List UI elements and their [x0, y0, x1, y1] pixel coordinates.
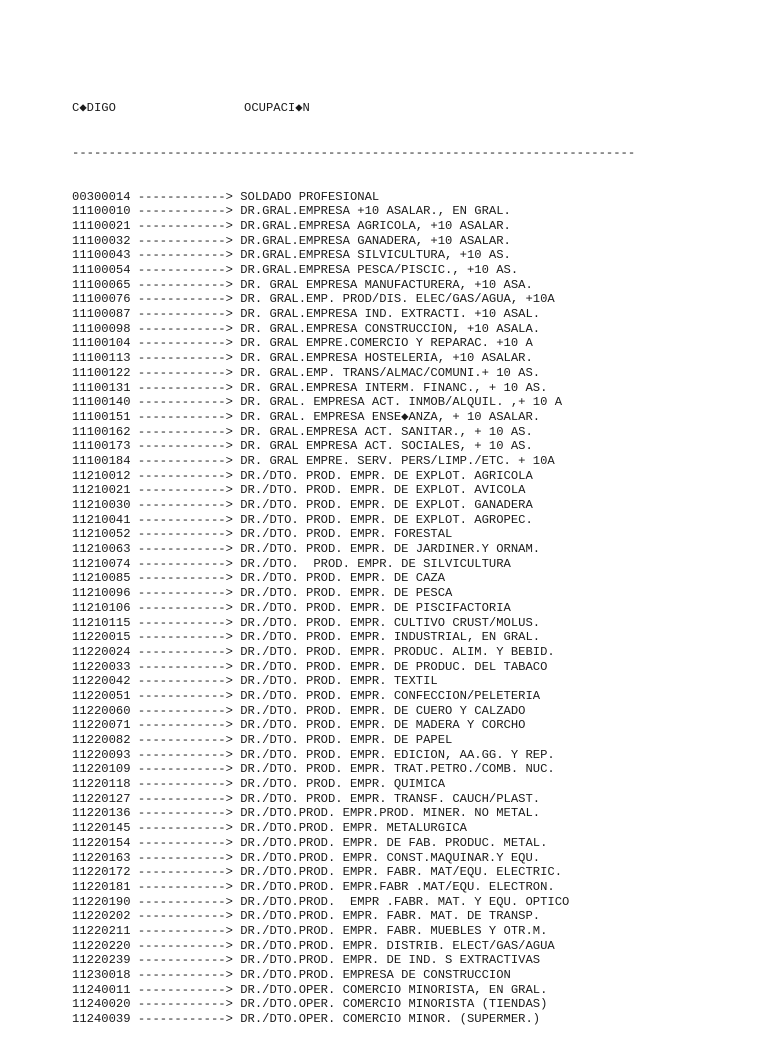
occupation-code: 11100140	[72, 395, 131, 410]
occupation-code: 11210012	[72, 468, 131, 483]
list-item	[72, 660, 752, 675]
occupation-code: 11240039	[72, 1012, 131, 1027]
arrow-separator: ------------>	[130, 733, 241, 748]
list-item	[72, 248, 752, 263]
arrow-separator: ------------>	[130, 204, 241, 219]
occupation-description: DR. GRAL.EMP. TRANS/ALMAC/COMUNI.+ 10 AS.	[240, 365, 541, 380]
arrow-separator: ------------>	[130, 483, 241, 498]
occupation-description: DR./DTO.PROD. EMPR.PROD. MINER. NO METAL.	[240, 806, 541, 821]
document-page	[72, 72, 752, 1041]
occupation-description: DR./DTO.PROD. EMPR. FABR. MAT. DE TRANSP.	[240, 909, 541, 924]
list-item	[72, 704, 752, 719]
occupation-code: 11210021	[72, 483, 131, 498]
occupation-description: DR.GRAL.EMPRESA AGRICOLA, +10 ASALAR.	[240, 218, 511, 233]
arrow-separator: ------------>	[130, 806, 241, 821]
arrow-separator: ------------>	[130, 395, 241, 410]
occupation-description: DR./DTO. PROD. EMPR. DE PISCIFACTORIA	[240, 600, 511, 615]
occupation-code: 11220202	[72, 909, 131, 924]
list-item	[72, 762, 752, 777]
arrow-separator: ------------>	[130, 365, 241, 380]
list-item	[72, 366, 752, 381]
column-header	[72, 101, 752, 116]
arrow-separator: ------------>	[130, 409, 241, 424]
arrow-separator: ------------>	[130, 336, 241, 351]
arrow-separator: ------------>	[130, 982, 241, 997]
list-item	[72, 865, 752, 880]
list-item	[72, 410, 752, 425]
occupation-description: DR./DTO. PROD. EMPR. TEXTIL	[240, 674, 438, 689]
list-item	[72, 425, 752, 440]
arrow-separator: ------------>	[130, 879, 241, 894]
occupation-code: 11220033	[72, 659, 131, 674]
occupation-description: DR.GRAL.EMPRESA SILVICULTURA, +10 AS.	[240, 248, 511, 263]
occupation-description: DR./DTO. PROD. EMPR. CONFECCION/PELETERIA	[240, 688, 541, 703]
list-item	[72, 542, 752, 557]
arrow-separator: ------------>	[130, 263, 241, 278]
occupation-code: 11240011	[72, 982, 131, 997]
occupation-code: 11210085	[72, 571, 131, 586]
arrow-separator: ------------>	[130, 498, 241, 513]
list-item	[72, 836, 752, 851]
list-item	[72, 821, 752, 836]
list-item	[72, 909, 752, 924]
list-item	[72, 278, 752, 293]
list-item	[72, 718, 752, 733]
occupation-code: 11100043	[72, 248, 131, 263]
arrow-separator: ------------>	[130, 953, 241, 968]
list-item	[72, 880, 752, 895]
list-item	[72, 351, 752, 366]
occupation-code: 11100162	[72, 424, 131, 439]
list-item	[72, 527, 752, 542]
arrow-separator: ------------>	[130, 703, 241, 718]
occupation-description: DR. GRAL EMPRESA MANUFACTURERA, +10 ASA.	[240, 277, 533, 292]
occupation-code: 11220093	[72, 747, 131, 762]
occupation-description: DR./DTO. PROD. EMPR. QUIMICA	[240, 777, 446, 792]
occupation-description: DR. GRAL.EMPRESA IND. EXTRACTI. +10 ASAL.	[240, 307, 541, 322]
occupation-code: 11100151	[72, 409, 131, 424]
occupation-code: 11100087	[72, 307, 131, 322]
arrow-separator: ------------>	[130, 380, 241, 395]
occupation-code: 11100122	[72, 365, 131, 380]
list-item	[72, 292, 752, 307]
occupation-description: DR./DTO.OPER. COMERCIO MINORISTA (TIENDAS)	[240, 997, 548, 1012]
occupation-code: 11220051	[72, 688, 131, 703]
occupation-description: DR./DTO. PROD. EMPR. DE PRODUC. DEL TABACO	[240, 659, 548, 674]
occupation-code: 11210063	[72, 542, 131, 557]
occupation-code: 11100113	[72, 351, 131, 366]
occupation-description: DR./DTO.PROD. EMPR .FABR. MAT. Y EQU. OPTICO	[240, 894, 570, 909]
occupation-description: DR./DTO.OPER. COMERCIO MINOR. (SUPERMER.)	[240, 1012, 541, 1027]
occupation-description: DR.GRAL.EMPRESA +10 ASALAR., EN GRAL.	[240, 204, 511, 219]
occupation-description: DR./DTO.PROD. EMPR.FABR .MAT/EQU. ELECTRON.	[240, 879, 555, 894]
occupation-code: 11220060	[72, 703, 131, 718]
occupation-description: DR./DTO. PROD. EMPR. EDICION, AA.GG. Y REP.	[240, 747, 555, 762]
occupation-description: DR./DTO. PROD. EMPR. DE JARDINER.Y ORNAM.	[240, 542, 541, 557]
occupation-description: DR. GRAL.EMPRESA CONSTRUCCION, +10 ASALA.	[240, 321, 541, 336]
occupation-code: 11210074	[72, 556, 131, 571]
occupation-description: DR.GRAL.EMPRESA GANADERA, +10 ASALAR.	[240, 233, 511, 248]
occupation-code: 11100131	[72, 380, 131, 395]
header-separator: -----------------------------------------------------------------------------	[72, 145, 636, 160]
arrow-separator: ------------>	[130, 307, 241, 322]
occupation-code: 11100098	[72, 321, 131, 336]
arrow-separator: ------------>	[130, 777, 241, 792]
list-item	[72, 234, 752, 249]
occupation-description: DR. GRAL EMPRE.COMERCIO Y REPARAC. +10 A	[240, 336, 533, 351]
arrow-separator: ------------>	[130, 909, 241, 924]
arrow-separator: ------------>	[130, 1012, 241, 1027]
occupation-code: 11210030	[72, 498, 131, 513]
list-item	[72, 601, 752, 616]
occupation-code: 11100032	[72, 233, 131, 248]
occupation-code: 11220190	[72, 894, 131, 909]
list-item	[72, 498, 752, 513]
occupation-code: 11220118	[72, 777, 131, 792]
list-item	[72, 307, 752, 322]
arrow-separator: ------------>	[130, 351, 241, 366]
arrow-separator: ------------>	[130, 791, 241, 806]
occupation-description: DR. GRAL EMPRE. SERV. PERS/LIMP./ETC. + 10A	[240, 453, 555, 468]
occupation-code: 11100054	[72, 263, 131, 278]
arrow-separator: ------------>	[130, 600, 241, 615]
list-item	[72, 483, 752, 498]
occupation-code: 11210096	[72, 586, 131, 601]
occupation-code: 11220136	[72, 806, 131, 821]
list-item	[72, 924, 752, 939]
occupation-code: 11220015	[72, 630, 131, 645]
arrow-separator: ------------>	[130, 556, 241, 571]
list-item	[72, 395, 752, 410]
list-item	[72, 748, 752, 763]
occupation-description: DR./DTO.OPER. COMERCIO MINORISTA, EN GRAL.	[240, 982, 548, 997]
occupation-code: 11100076	[72, 292, 131, 307]
occupation-description: DR./DTO. PROD. EMPR. DE EXPLOT. GANADERA	[240, 498, 533, 513]
arrow-separator: ------------>	[130, 718, 241, 733]
arrow-separator: ------------>	[130, 542, 241, 557]
arrow-separator: ------------>	[130, 218, 241, 233]
arrow-separator: ------------>	[130, 659, 241, 674]
arrow-separator: ------------>	[130, 997, 241, 1012]
arrow-separator: ------------>	[130, 747, 241, 762]
list-item	[72, 806, 752, 821]
list-item	[72, 689, 752, 704]
occupation-description: DR./DTO. PROD. EMPR. DE CAZA	[240, 571, 446, 586]
list-item	[72, 616, 752, 631]
arrow-separator: ------------>	[130, 527, 241, 542]
occupation-description: DR./DTO. PROD. EMPR. INDUSTRIAL, EN GRAL.	[240, 630, 541, 645]
arrow-separator: ------------>	[130, 923, 241, 938]
list-item	[72, 983, 752, 998]
occupation-code: 11220181	[72, 879, 131, 894]
occupation-code: 11100173	[72, 439, 131, 454]
occupation-code: 11220024	[72, 644, 131, 659]
arrow-separator: ------------>	[130, 248, 241, 263]
occupation-code: 11100021	[72, 218, 131, 233]
occupation-code: 11230018	[72, 968, 131, 983]
occupation-description: DR./DTO. PROD. EMPR. TRAT.PETRO./COMB. NUC.	[240, 762, 555, 777]
occupation-code: 11210052	[72, 527, 131, 542]
list-item	[72, 1012, 752, 1027]
occupation-code: 11100010	[72, 204, 131, 219]
arrow-separator: ------------>	[130, 968, 241, 983]
arrow-separator: ------------>	[130, 424, 241, 439]
occupation-code: 11220154	[72, 835, 131, 850]
arrow-separator: ------------>	[130, 615, 241, 630]
occupation-code: 11100184	[72, 453, 131, 468]
list-item	[72, 381, 752, 396]
list-item	[72, 190, 752, 205]
arrow-separator: ------------>	[130, 894, 241, 909]
occupation-description: DR./DTO. PROD. EMPR. DE SILVICULTURA	[240, 556, 511, 571]
occupation-description: DR.GRAL.EMPRESA PESCA/PISCIC., +10 AS.	[240, 263, 519, 278]
arrow-separator: ------------>	[130, 938, 241, 953]
occupation-description: DR./DTO. PROD. EMPR. FORESTAL	[240, 527, 453, 542]
arrow-separator: ------------>	[130, 586, 241, 601]
list-item	[72, 219, 752, 234]
arrow-separator: ------------>	[130, 233, 241, 248]
list-item	[72, 454, 752, 469]
occupation-code: 11210115	[72, 615, 131, 630]
occupation-description: DR. GRAL.EMPRESA INTERM. FINANC., + 10 AS.	[240, 380, 548, 395]
occupation-list	[72, 190, 752, 1027]
occupation-code: 11220163	[72, 850, 131, 865]
occupation-code: 11220071	[72, 718, 131, 733]
occupation-description: DR./DTO. PROD. EMPR. DE EXPLOT. AGROPEC.	[240, 512, 533, 527]
occupation-code: 11100104	[72, 336, 131, 351]
occupation-code: 11220239	[72, 953, 131, 968]
occupation-description: DR. GRAL EMPRESA ACT. SOCIALES, + 10 AS.	[240, 439, 533, 454]
arrow-separator: ------------>	[130, 644, 241, 659]
occupation-description: DR./DTO.PROD. EMPR. DE IND. S EXTRACTIVAS	[240, 953, 541, 968]
list-item	[72, 733, 752, 748]
occupation-description: DR./DTO. PROD. EMPR. DE PESCA	[240, 586, 453, 601]
occupation-code: 11220172	[72, 865, 131, 880]
occupation-description: DR./DTO.PROD. EMPR. DE FAB. PRODUC. METAL.	[240, 835, 548, 850]
arrow-separator: ------------>	[130, 512, 241, 527]
arrow-separator: ------------>	[130, 835, 241, 850]
occupation-description: DR./DTO. PROD. EMPR. DE CUERO Y CALZADO	[240, 703, 526, 718]
occupation-description: DR./DTO. PROD. EMPR. DE EXPLOT. AGRICOLA	[240, 468, 533, 483]
list-item	[72, 557, 752, 572]
occupation-description: DR./DTO.PROD. EMPRESA DE CONSTRUCCION	[240, 968, 511, 983]
list-item	[72, 586, 752, 601]
occupation-description: DR./DTO. PROD. EMPR. DE PAPEL	[240, 733, 453, 748]
arrow-separator: ------------>	[130, 321, 241, 336]
occupation-description: DR./DTO.PROD. EMPR. FABR. MUEBLES Y OTR.M.	[240, 923, 548, 938]
arrow-separator: ------------>	[130, 865, 241, 880]
occupation-description: DR. GRAL.EMPRESA HOSTELERIA, +10 ASALAR.	[240, 351, 533, 366]
occupation-code: 11220211	[72, 923, 131, 938]
occupation-code: 11220220	[72, 938, 131, 953]
arrow-separator: ------------>	[130, 292, 241, 307]
arrow-separator: ------------>	[130, 762, 241, 777]
occupation-description: SOLDADO PROFESIONAL	[240, 189, 380, 204]
arrow-separator: ------------>	[130, 277, 241, 292]
list-item	[72, 792, 752, 807]
occupation-description: DR./DTO. PROD. EMPR. DE EXPLOT. AVICOLA	[240, 483, 526, 498]
occupation-description: DR. GRAL.EMP. PROD/DIS. ELEC/GAS/AGUA, +10A	[240, 292, 555, 307]
list-item	[72, 997, 752, 1012]
occupation-code: 11220042	[72, 674, 131, 689]
occupation-code: 11220127	[72, 791, 131, 806]
occupation-description: DR./DTO.PROD. EMPR. DISTRIB. ELECT/GAS/AGUA	[240, 938, 555, 953]
list-item	[72, 469, 752, 484]
occupation-code: 00300014	[72, 189, 131, 204]
list-item	[72, 895, 752, 910]
occupation-description: DR./DTO.PROD. EMPR. METALURGICA	[240, 821, 467, 836]
list-item	[72, 263, 752, 278]
arrow-separator: ------------>	[130, 821, 241, 836]
occupation-description: DR./DTO. PROD. EMPR. CULTIVO CRUST/MOLUS.	[240, 615, 541, 630]
occupation-code: 11100065	[72, 277, 131, 292]
list-item	[72, 953, 752, 968]
occupation-description: DR./DTO. PROD. EMPR. TRANSF. CAUCH/PLAST.	[240, 791, 541, 806]
occupation-code: 11220145	[72, 821, 131, 836]
list-item	[72, 968, 752, 983]
occupation-code: 11240020	[72, 997, 131, 1012]
arrow-separator: ------------>	[130, 453, 241, 468]
list-item	[72, 571, 752, 586]
arrow-separator: ------------>	[130, 189, 241, 204]
occupation-code: 11210106	[72, 600, 131, 615]
occupation-column-header: OCUPACI◆N	[244, 101, 310, 116]
list-item	[72, 939, 752, 954]
arrow-separator: ------------>	[130, 674, 241, 689]
list-item	[72, 439, 752, 454]
occupation-description: DR. GRAL. EMPRESA ACT. INMOB/ALQUIL. ,+ 10 A	[240, 395, 563, 410]
occupation-description: DR. GRAL. EMPRESA ENSE◆ANZA, + 10 ASALAR.	[240, 409, 541, 424]
occupation-code: 11220109	[72, 762, 131, 777]
list-item	[72, 851, 752, 866]
arrow-separator: ------------>	[130, 468, 241, 483]
arrow-separator: ------------>	[130, 571, 241, 586]
list-item	[72, 630, 752, 645]
occupation-description: DR./DTO. PROD. EMPR. DE MADERA Y CORCHO	[240, 718, 526, 733]
occupation-code: 11210041	[72, 512, 131, 527]
arrow-separator: ------------>	[130, 439, 241, 454]
occupation-description: DR./DTO.PROD. EMPR. FABR. MAT/EQU. ELECTRIC.	[240, 865, 563, 880]
code-column-header: C◆DIGO	[72, 101, 116, 116]
occupation-description: DR. GRAL.EMPRESA ACT. SANITAR., + 10 AS.	[240, 424, 533, 439]
occupation-description: DR./DTO. PROD. EMPR. PRODUC. ALIM. Y BEBID.	[240, 644, 555, 659]
list-item	[72, 322, 752, 337]
occupation-code: 11220082	[72, 733, 131, 748]
arrow-separator: ------------>	[130, 630, 241, 645]
list-item	[72, 645, 752, 660]
arrow-separator: ------------>	[130, 850, 241, 865]
list-item	[72, 336, 752, 351]
list-item	[72, 204, 752, 219]
arrow-separator: ------------>	[130, 688, 241, 703]
occupation-description: DR./DTO.PROD. EMPR. CONST.MAQUINAR.Y EQU.	[240, 850, 541, 865]
list-item	[72, 513, 752, 528]
list-item	[72, 674, 752, 689]
list-item	[72, 777, 752, 792]
